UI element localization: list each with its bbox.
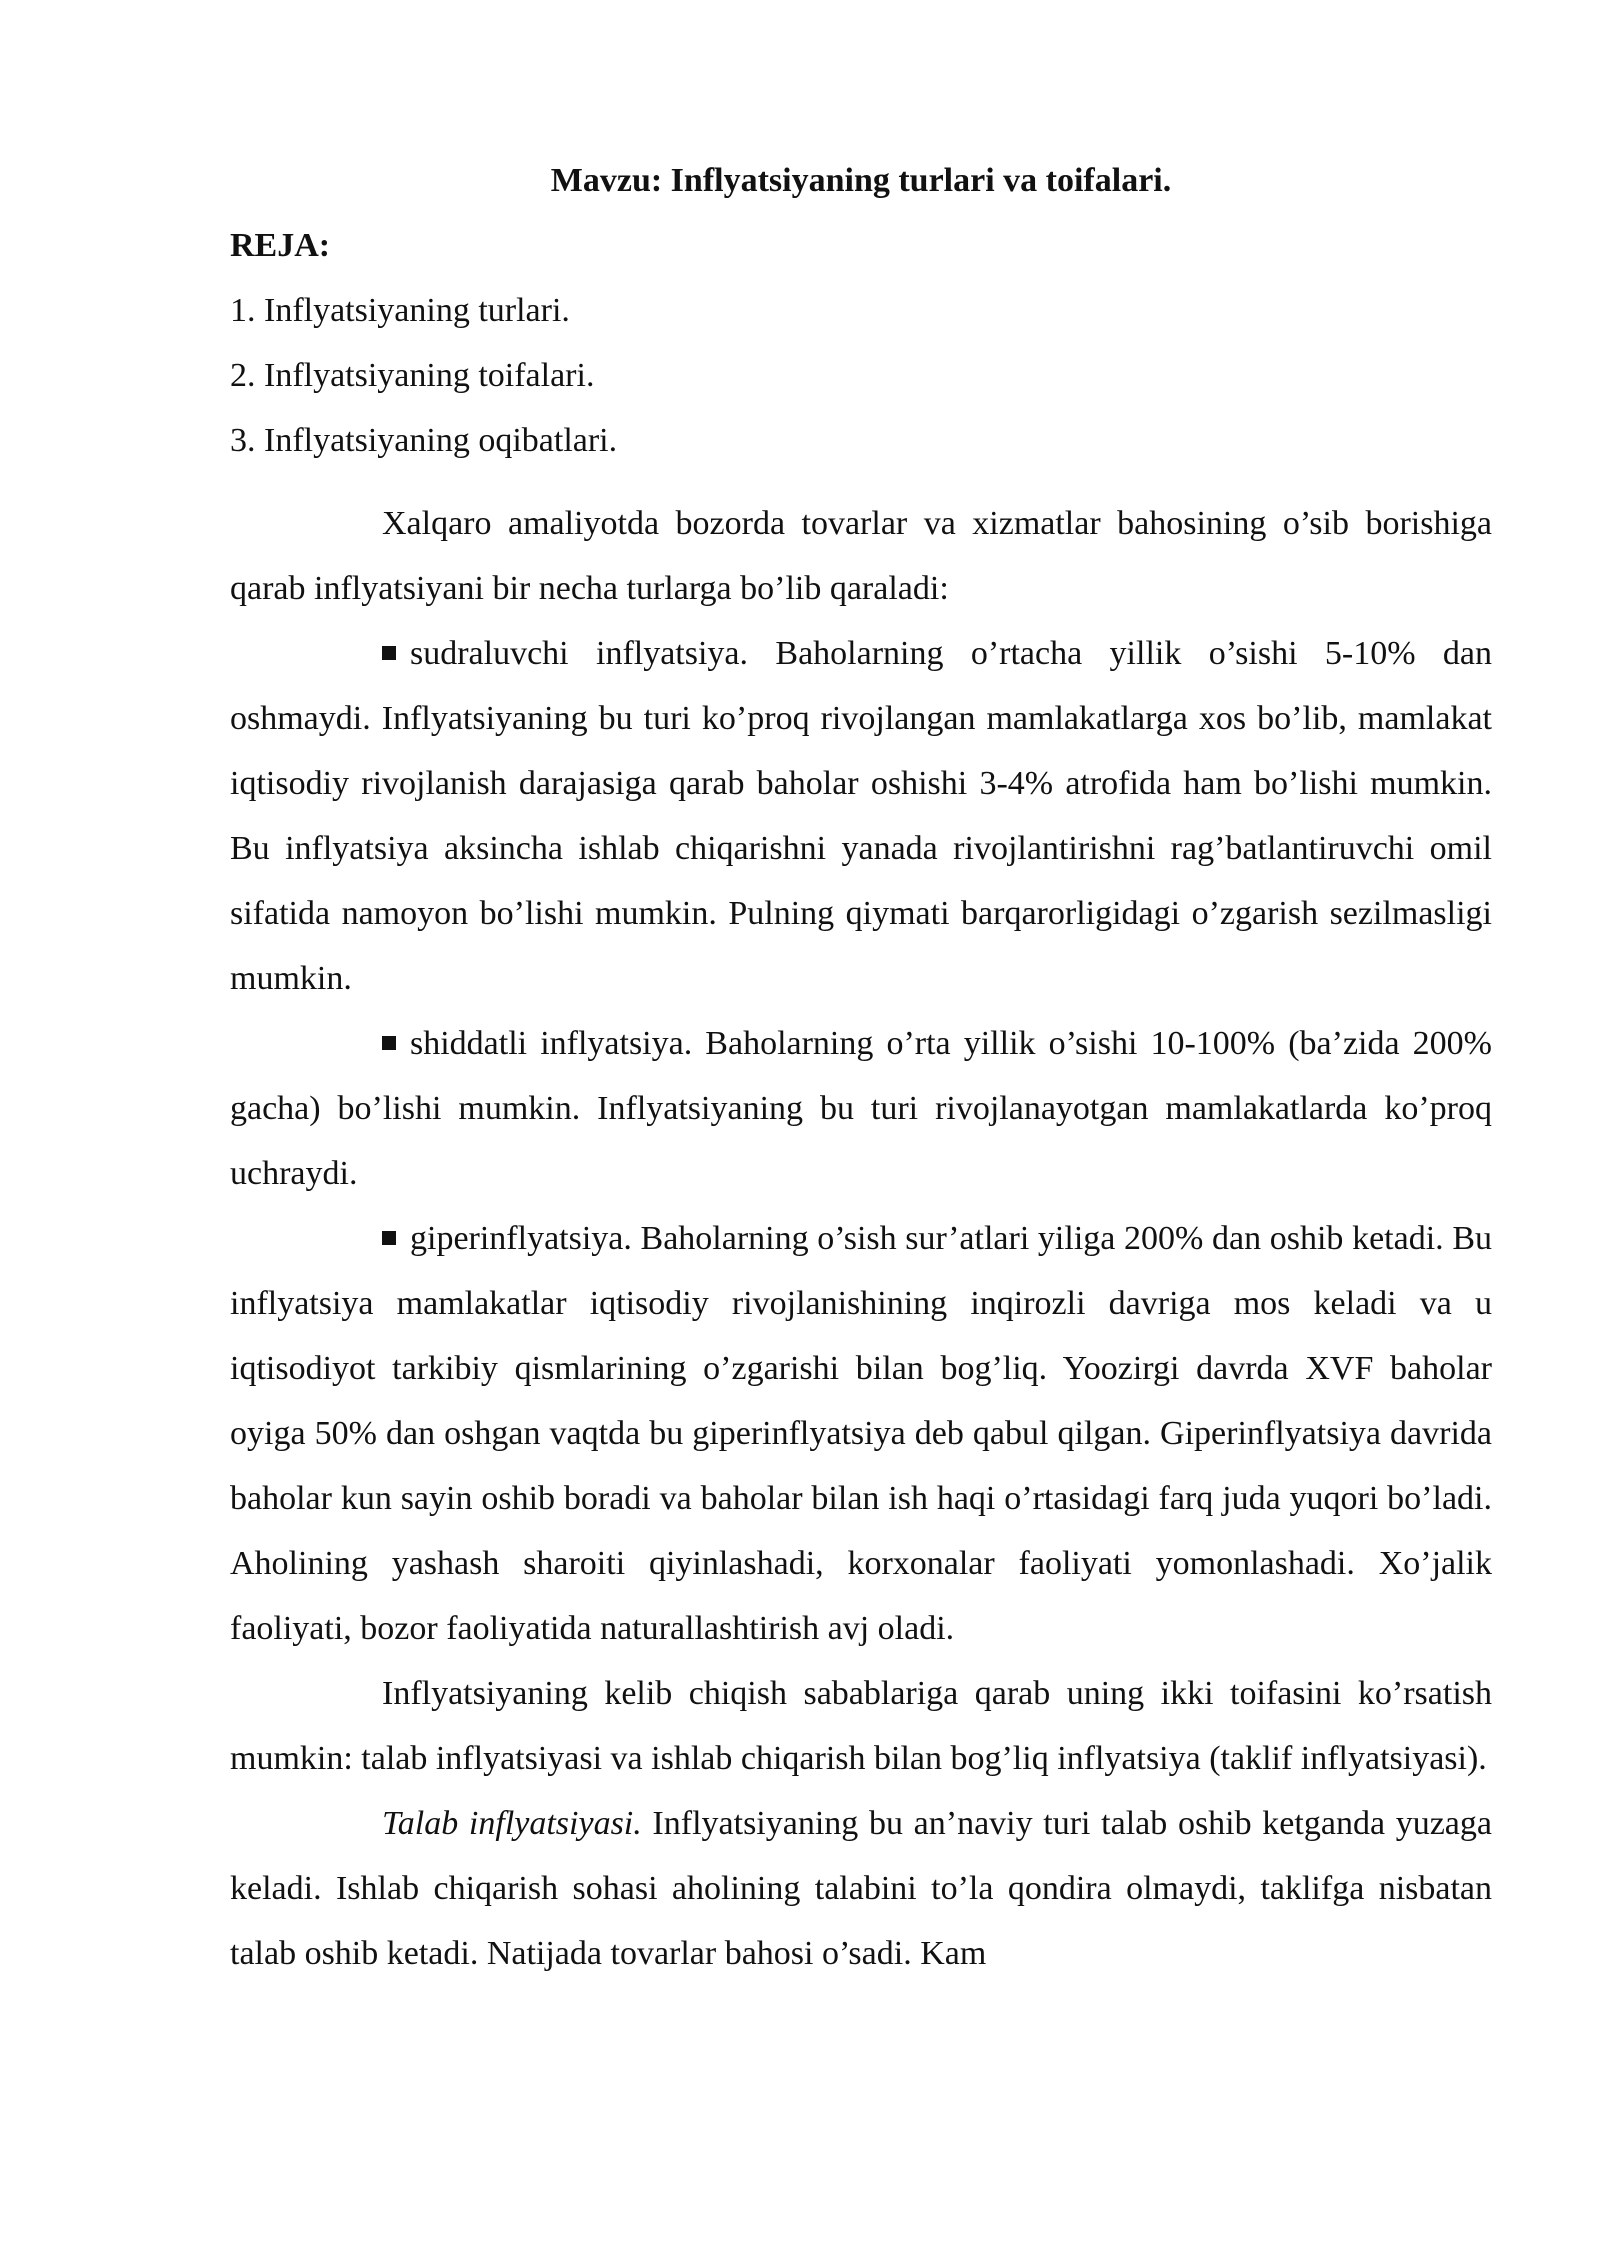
plan-item: 3. Inflyatsiyaning oqibatlari. <box>230 422 618 459</box>
galloping-inflation-paragraph <box>230 1011 1492 1206</box>
plan-item: 1. Inflyatsiyaning turlari. <box>230 292 570 329</box>
spacer <box>230 473 1492 491</box>
square-bullet-icon <box>382 1036 396 1050</box>
categories-paragraph: Inflyatsiyaning kelib chiqish sabablariga qarab uning ikki toifasini ko’rsatish mumkin: talab inflyatsiyasi va ishlab chiqarish bilan bog’liq inflyatsiya (taklif inflyatsiyasi). <box>230 1675 1492 1777</box>
document-title: Mavzu: Inflyatsiyaning turlari va toifalari. <box>550 162 1172 199</box>
intro-paragraph: Xalqaro amaliyotda bozorda tovarlar va xizmatlar bahosining o’sib borishiga qarab inflyatsiyani bir necha turlarga bo’lib qaraladi: <box>230 505 1492 607</box>
plan-item: 2. Inflyatsiyaning toifalari. <box>230 357 595 394</box>
plan-heading: REJA: <box>230 227 331 264</box>
galloping-inflation-text: shiddatli inflyatsiya. Baholarning o’rta yillik o’sishi 10-100% (ba’zida 200% gacha) bo’lishi mumkin. Inflyatsiyaning bu turi rivojlanayotgan mamlakatlarda ko’proq uchraydi. <box>230 1025 1492 1192</box>
demand-inflation-paragraph <box>230 1791 1492 1986</box>
creeping-inflation-text: sudraluvchi inflyatsiya. Baholarning o’rtacha yillik o’sishi 5-10% dan oshmaydi. Inflyatsiyaning bu turi ko’proq rivojlangan mamlakatlarga xos bo’lib, mamlakat iqtisodiy rivojlanish darajasiga qarab baholar oshishi 3-4% atrofida ham bo’lishi mumkin. Bu inflyatsiya aksincha ishlab chiqarishni yanada rivojlantirishni rag’batlantiruvchi omil sifatida namoyon bo’lishi mumkin. Pulning qiymati barqarorligidagi o’zgarish sezilmasligi mumkin. <box>230 635 1492 997</box>
document-page <box>230 148 1492 1986</box>
demand-inflation-text: Inflyatsiyaning bu an’naviy turi talab oshib ketganda yuzaga keladi. Ishlab chiqarish sohasi aholining talabini to’la qondira olmaydi, taklifga nisbatan talab oshib ketadi. Natijada tovarlar bahosi o’sadi. Kam <box>230 1805 1492 1972</box>
hyperinflation-text: giperinflyatsiya. Baholarning o’sish sur’atlari yiliga 200% dan oshib ketadi. Bu inflyatsiya mamlakatlar iqtisodiy rivojlanishining inqirozli davriga mos keladi va u iqtisodiyot tarkibiy qismlarining o’zgarishi bilan bog’liq. Yoozirgi davrda XVF baholar oyiga 50% dan oshgan vaqtda bu giperinflyatsiya deb qabul qilgan. Giperinflyatsiya davrida baholar kun sayin oshib boradi va baholar bilan ish haqi o’rtasidagi farq juda yuqori bo’ladi. Aholining yashash sharoiti qiyinlashadi, korxonalar faoliyati yomonlashadi. Xo’jalik faoliyati, bozor faoliyatida naturallashtirish avj oladi. <box>230 1220 1492 1647</box>
square-bullet-icon <box>382 646 396 660</box>
demand-inflation-term: Talab inflyatsiyasi. <box>382 1805 642 1842</box>
creeping-inflation-paragraph <box>230 621 1492 1011</box>
square-bullet-icon <box>382 1231 396 1245</box>
plan-list <box>230 278 1492 473</box>
hyperinflation-paragraph <box>230 1206 1492 1661</box>
